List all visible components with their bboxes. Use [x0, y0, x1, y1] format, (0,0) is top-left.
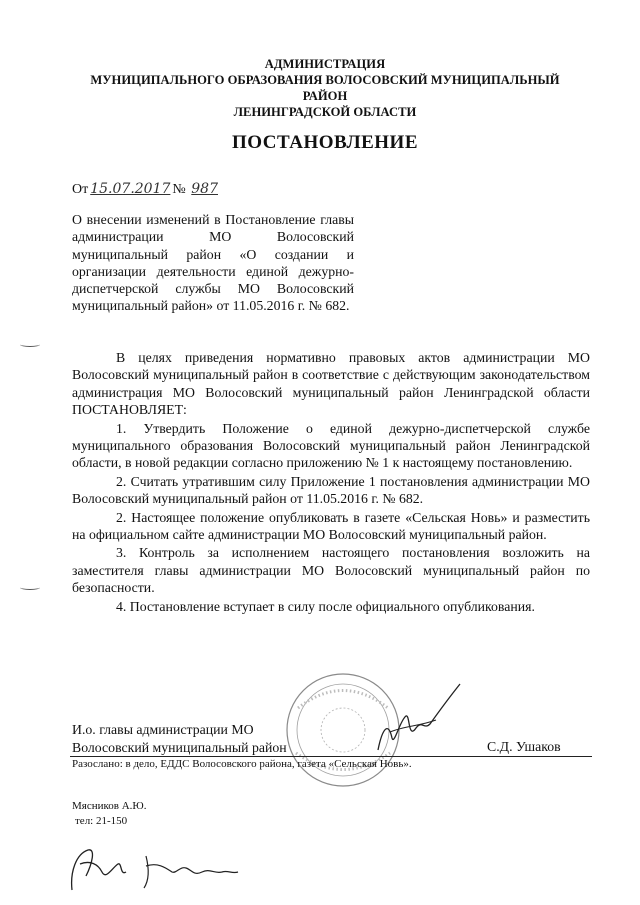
date-prefix: От [72, 182, 89, 197]
executor-name: Мясников А.Ю. [72, 800, 147, 812]
head-signature [360, 680, 470, 760]
decree-body [72, 349, 590, 615]
item-4-paragraph: 3. Контроль за исполнением настоящего постановления возложить на заместителя главы администрации МО Волосовский муниципальный район по безопасности. [72, 545, 590, 596]
document-header [60, 56, 590, 120]
item-5-paragraph: 4. Постановление вступает в силу после официального опубликования. [116, 598, 535, 614]
item-1-paragraph: 1. Утвердить Положение о единой дежурно-диспетчерской службе муниципального образования Волосовский муниципальный район Ленинградской области, в новой редакции согласно приложению № 1 к настоящему постановлению. [72, 420, 590, 471]
header-line-3: РАЙОН [302, 89, 348, 103]
item-3-paragraph: 2. Настоящее положение опубликовать в газете «Сельская Новь» и разместить на официальном сайте администрации МО Волосовский муниципальный район. [72, 509, 590, 543]
item-2-paragraph: 2. Считать утратившим силу Приложение 1 постановления администрации МО Волосовский муниципальный район от 11.05.2016 г. № 682. [72, 473, 590, 507]
signature-divider [70, 756, 592, 757]
decree-subject: О внесении изменений в Постановление главы администрации МО Волосовский муниципальный район «О создании и организации деятельности единой дежурно-диспетчерской службы МО Волосовский муниципальный район» от 11.05.2016 г. № 682. [72, 212, 354, 314]
signatory-name: С.Д. Ушаков [487, 739, 561, 754]
header-line-2: МУНИЦИПАЛЬНОГО ОБРАЗОВАНИЯ ВОЛОСОВСКИЙ МУНИЦИПАЛЬНЫЙ [90, 73, 560, 87]
decree-date: 15.07.2017 [90, 181, 171, 197]
preamble-paragraph: В целях приведения нормативно правовых актов администрации МО Волосовский муниципальный район в соответствие с действующим законодательством администрация МО Волосовский муниципальный район Ленинградской области ПОСТАНОВЛЯЕТ: [72, 350, 590, 418]
header-line-1: АДМИНИСТРАЦИЯ [264, 57, 386, 71]
executor-phone: тел: 21-150 [75, 814, 128, 827]
signatory-position [72, 721, 287, 756]
distribution-list: Разослано: в дело, ЕДДС Волосовского района, газета «Сельская Новь». [72, 758, 412, 770]
signatory-position-line-1: И.о. главы администрации МО [72, 722, 254, 737]
number-prefix: № [172, 182, 186, 197]
decree-number: 987 [191, 181, 218, 197]
margin-mark-bottom [20, 585, 40, 590]
margin-mark-top [20, 342, 40, 347]
header-line-4: ЛЕНИНГРАДСКОЙ ОБЛАСТИ [233, 105, 417, 119]
approval-handwritten-marks [62, 842, 252, 898]
document-title: ПОСТАНОВЛЕНИЕ [231, 132, 419, 153]
signatory-position-line-2: Волосовский муниципальный район [72, 739, 287, 755]
decree-date-number [72, 181, 220, 198]
executor-block [72, 799, 146, 828]
